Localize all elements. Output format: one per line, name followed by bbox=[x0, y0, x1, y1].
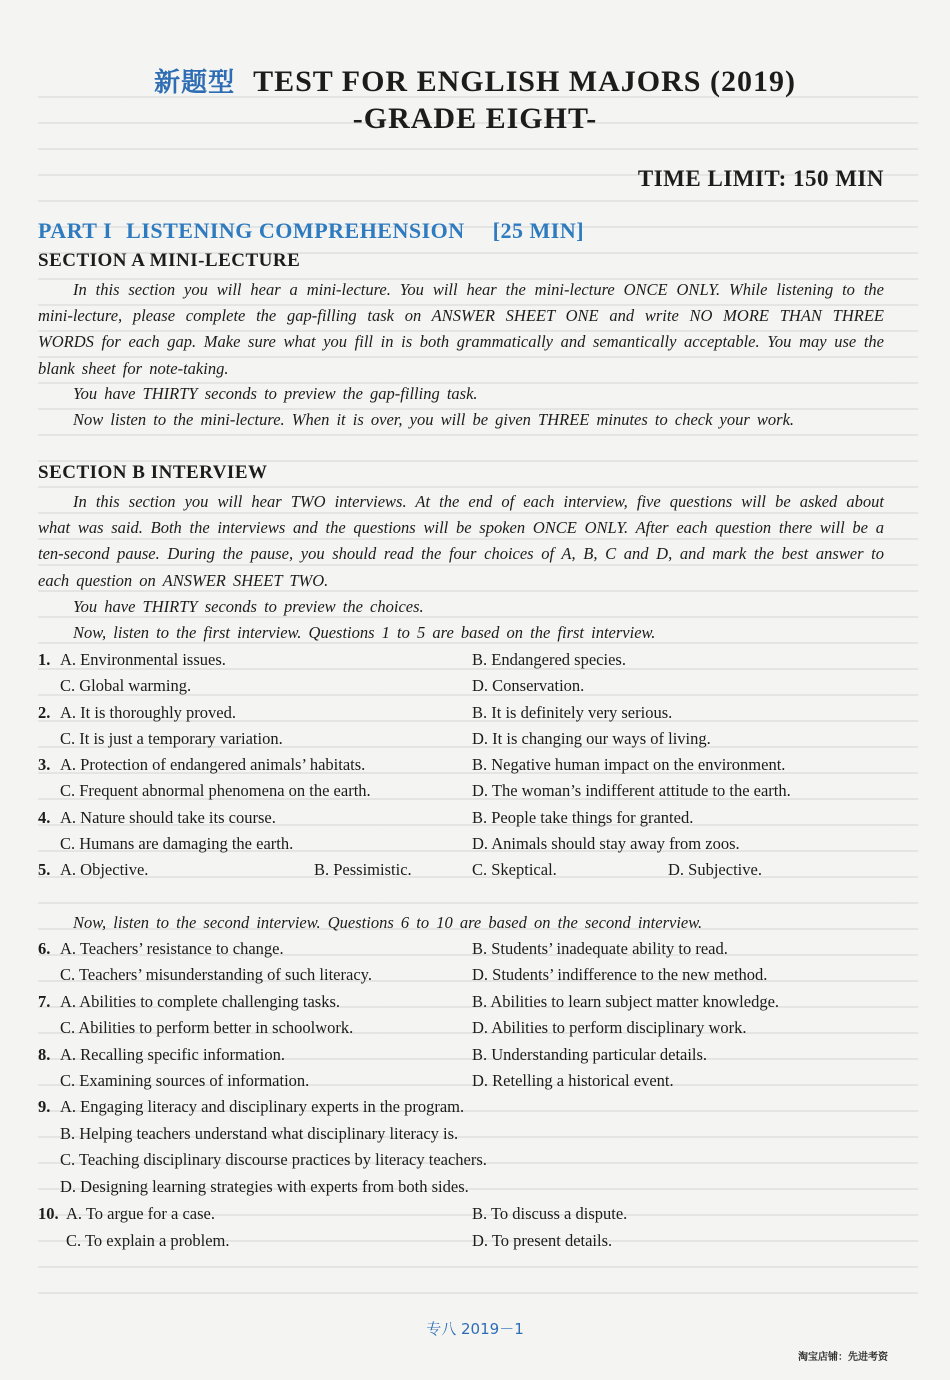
choice-a: A. Engaging literacy and disciplinary experts in the program. bbox=[60, 1097, 465, 1116]
choice-a: A. Recalling specific information. bbox=[60, 1045, 285, 1064]
question-number: 4. bbox=[38, 808, 51, 827]
choice-a: A. Abilities to complete challenging tasks. bbox=[60, 992, 340, 1011]
question-number: 7. bbox=[38, 992, 51, 1011]
choice-d: D. To present details. bbox=[472, 1231, 613, 1250]
choice-b: B. Endangered species. bbox=[472, 650, 626, 669]
choice-a: A. Objective. bbox=[60, 860, 149, 879]
choice-c: C. Teachers’ misunderstanding of such literacy. bbox=[60, 965, 372, 984]
choice-a: A. Environmental issues. bbox=[60, 650, 226, 669]
choice-d: D. Designing learning strategies with experts from both sides. bbox=[60, 1177, 469, 1196]
shop-watermark: 淘宝店铺：先进考资 bbox=[798, 1352, 888, 1363]
choice-d: D. It is changing our ways of living. bbox=[472, 729, 711, 748]
section-a-instructions: In this section you will hear a mini-lecture. You will hear the mini-lecture ONCE ONLY. While listening to the mini-lecture, please complete the gap-filling task on ANSWER SHEET ONE and write NO MORE THAN THREE WORDS for each gap. Make sure what you fill in is both grammatically and semantically acceptable. You may use the blank sheet for note-taking. bbox=[38, 280, 884, 378]
choice-a: A. Nature should take its course. bbox=[60, 808, 276, 827]
choice-c: C. Humans are damaging the earth. bbox=[60, 834, 294, 853]
page-title: TEST FOR ENGLISH MAJORS (2019) bbox=[253, 65, 796, 98]
choice-c: C. It is just a temporary variation. bbox=[60, 729, 283, 748]
choice-b: B. Students’ inadequate ability to read. bbox=[472, 939, 728, 958]
question-number: 2. bbox=[38, 703, 51, 722]
choice-d: D. Students’ indifference to the new method. bbox=[472, 965, 768, 984]
section-b-heading: SECTION B INTERVIEW bbox=[38, 462, 268, 483]
question-number: 8. bbox=[38, 1045, 51, 1064]
choice-b: B. Understanding particular details. bbox=[472, 1045, 708, 1064]
section-a-listen-note: Now listen to the mini-lecture. When it is over, you will be given THREE minutes to check your work. bbox=[73, 410, 795, 429]
choice-b: B. People take things for granted. bbox=[472, 808, 694, 827]
section-b-preview-note: You have THIRTY seconds to preview the choices. bbox=[73, 597, 424, 616]
choice-c: C. Teaching disciplinary discourse practices by literacy teachers. bbox=[60, 1150, 487, 1169]
section-b-instructions: In this section you will hear TWO interviews. At the end of each interview, five questions will be asked about what was said. Both the interviews and the questions will be spoken ONCE ONLY. After each question there will be a ten-second pause. During the pause, you should read the four choices of A, B, C and D, and mark the best answer to each question on ANSWER SHEET TWO. bbox=[38, 492, 884, 590]
choice-a: A. Protection of endangered animals’ habitats. bbox=[60, 755, 366, 774]
choice-b: B. Pessimistic. bbox=[314, 860, 412, 879]
choice-d: D. Subjective. bbox=[668, 860, 762, 879]
choice-d: D. Abilities to perform disciplinary work. bbox=[472, 1018, 747, 1037]
choice-b: B. Helping teachers understand what disciplinary literacy is. bbox=[60, 1124, 459, 1143]
choice-a: A. Teachers’ resistance to change. bbox=[60, 939, 284, 958]
choice-c: C. Abilities to perform better in schoolwork. bbox=[60, 1018, 354, 1037]
title-row bbox=[0, 62, 950, 99]
part-minutes: [25 MIN] bbox=[492, 218, 585, 243]
grade-subtitle: -GRADE EIGHT- bbox=[352, 102, 598, 135]
question-number: 1. bbox=[38, 650, 51, 669]
part-label: PART I bbox=[38, 218, 113, 243]
choice-d: D. Conservation. bbox=[472, 676, 585, 695]
choice-c: C. Examining sources of information. bbox=[60, 1071, 310, 1090]
choice-c: C. Skeptical. bbox=[472, 860, 557, 879]
question-number: 6. bbox=[38, 939, 51, 958]
choice-c: C. Frequent abnormal phenomena on the earth. bbox=[60, 781, 371, 800]
section-a-heading: SECTION A MINI-LECTURE bbox=[38, 250, 301, 271]
question-number: 5. bbox=[38, 860, 51, 879]
time-limit: TIME LIMIT: 150 MIN bbox=[637, 166, 884, 191]
question-number: 10. bbox=[38, 1204, 59, 1223]
second-interview-note: Now, listen to the second interview. Questions 6 to 10 are based on the second interview. bbox=[73, 913, 703, 932]
section-a-preview-note: You have THIRTY seconds to preview the gap-filling task. bbox=[73, 384, 478, 403]
choice-d: D. Animals should stay away from zoos. bbox=[472, 834, 740, 853]
choice-c: C. Global warming. bbox=[60, 676, 192, 695]
choice-d: D. Retelling a historical event. bbox=[472, 1071, 674, 1090]
choice-c: C. To explain a problem. bbox=[66, 1231, 230, 1250]
choice-b: B. To discuss a dispute. bbox=[472, 1204, 628, 1223]
page-number: 专八 2019－1 bbox=[426, 1320, 524, 1338]
choice-d: D. The woman’s indifferent attitude to the earth. bbox=[472, 781, 791, 800]
brand-label: 新题型 bbox=[154, 68, 236, 98]
choice-b: B. Negative human impact on the environment. bbox=[472, 755, 786, 774]
choice-a: A. It is thoroughly proved. bbox=[60, 703, 236, 722]
part-heading bbox=[38, 218, 584, 244]
choice-b: B. It is definitely very serious. bbox=[472, 703, 673, 722]
part-name: LISTENING COMPREHENSION bbox=[126, 218, 465, 243]
first-interview-note: Now, listen to the first interview. Questions 1 to 5 are based on the first interview. bbox=[73, 623, 656, 642]
choice-a: A. To argue for a case. bbox=[66, 1204, 215, 1223]
question-number: 3. bbox=[38, 755, 51, 774]
question-number: 9. bbox=[38, 1097, 51, 1116]
choice-b: B. Abilities to learn subject matter knowledge. bbox=[472, 992, 780, 1011]
